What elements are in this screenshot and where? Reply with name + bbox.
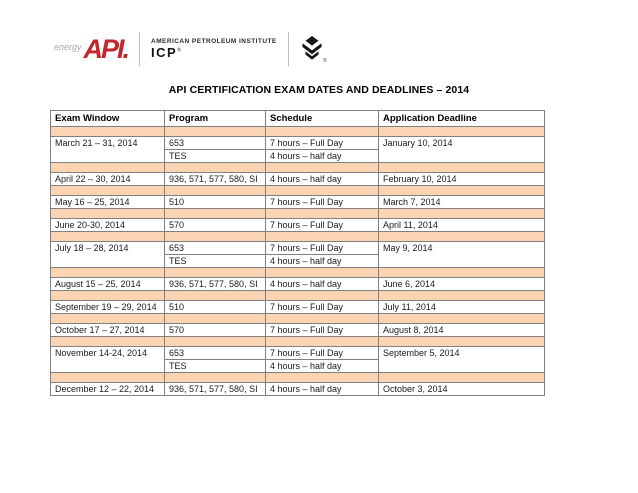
spacer-cell xyxy=(266,127,379,137)
spacer-cell xyxy=(266,209,379,219)
application-deadline-cell: April 11, 2014 xyxy=(379,219,545,232)
exam-row xyxy=(51,324,545,337)
spacer-row xyxy=(51,232,545,242)
spacer-cell xyxy=(51,232,165,242)
application-deadline-cell: June 6, 2014 xyxy=(379,278,545,291)
exam-row xyxy=(51,242,545,255)
spacer-cell xyxy=(165,209,266,219)
api-icp-logo xyxy=(54,28,327,70)
schedule-cell: 4 hours – half day xyxy=(266,383,379,396)
icp-diamond-icon xyxy=(300,36,327,64)
program-cell: 653 xyxy=(165,137,266,150)
spacer-cell xyxy=(266,268,379,278)
spacer-cell xyxy=(165,163,266,173)
spacer-row xyxy=(51,291,545,301)
institute-name-label: AMERICAN PETROLEUM INSTITUTE xyxy=(151,37,277,45)
exam-row xyxy=(51,137,545,150)
spacer-cell xyxy=(51,186,165,196)
program-cell: 570 xyxy=(165,219,266,232)
exam-row xyxy=(51,301,545,314)
exam-row xyxy=(51,196,545,209)
spacer-cell xyxy=(51,291,165,301)
icp-label: ICP® xyxy=(151,44,181,60)
program-cell: 510 xyxy=(165,196,266,209)
schedule-cell: 7 hours – Full Day xyxy=(266,301,379,314)
spacer-cell xyxy=(165,337,266,347)
table-header-row xyxy=(51,111,545,127)
spacer-cell xyxy=(51,373,165,383)
header-application-deadline: Application Deadline xyxy=(379,111,545,127)
registered-mark: ® xyxy=(177,47,181,54)
exam-window-cell: December 12 – 22, 2014 xyxy=(51,383,165,396)
schedule-cell: 4 hours – half day xyxy=(266,150,379,163)
program-cell: 570 xyxy=(165,324,266,337)
exam-window-cell: June 20-30, 2014 xyxy=(51,219,165,232)
spacer-cell xyxy=(379,232,545,242)
spacer-cell xyxy=(266,314,379,324)
program-cell: TES xyxy=(165,150,266,163)
exam-window-cell: October 17 – 27, 2014 xyxy=(51,324,165,337)
schedule-cell: 4 hours – half day xyxy=(266,255,379,268)
api-logo-wordmark: API. xyxy=(83,33,129,64)
spacer-cell xyxy=(266,373,379,383)
spacer-cell xyxy=(379,209,545,219)
exam-window-cell: August 15 – 25, 2014 xyxy=(51,278,165,291)
exam-row xyxy=(51,219,545,232)
spacer-row xyxy=(51,127,545,137)
schedule-cell: 4 hours – half day xyxy=(266,173,379,186)
application-deadline-cell: March 7, 2014 xyxy=(379,196,545,209)
program-cell: 936, 571, 577, 580, SI xyxy=(165,173,266,186)
spacer-cell xyxy=(379,163,545,173)
exam-row xyxy=(51,347,545,360)
spacer-cell xyxy=(51,268,165,278)
spacer-cell xyxy=(165,232,266,242)
logo-divider xyxy=(139,32,140,66)
schedule-cell: 7 hours – Full Day xyxy=(266,242,379,255)
application-deadline-cell: February 10, 2014 xyxy=(379,173,545,186)
header-program: Program xyxy=(165,111,266,127)
spacer-cell xyxy=(165,186,266,196)
exam-table-body xyxy=(51,111,545,396)
schedule-cell: 7 hours – Full Day xyxy=(266,324,379,337)
spacer-row xyxy=(51,268,545,278)
spacer-cell xyxy=(379,268,545,278)
registered-mark: ® xyxy=(323,57,327,64)
exam-window-cell: May 16 – 25, 2014 xyxy=(51,196,165,209)
energy-wordmark: energy xyxy=(54,42,82,52)
spacer-row xyxy=(51,314,545,324)
spacer-row xyxy=(51,209,545,219)
spacer-cell xyxy=(51,209,165,219)
spacer-cell xyxy=(165,314,266,324)
spacer-cell xyxy=(379,186,545,196)
application-deadline-cell: August 8, 2014 xyxy=(379,324,545,337)
spacer-cell xyxy=(165,127,266,137)
spacer-cell xyxy=(379,373,545,383)
exam-window-cell: November 14-24, 2014 xyxy=(51,347,165,373)
header-schedule: Schedule xyxy=(266,111,379,127)
schedule-cell: 4 hours – half day xyxy=(266,278,379,291)
spacer-row xyxy=(51,163,545,173)
program-cell: 653 xyxy=(165,242,266,255)
logo-divider xyxy=(288,32,289,66)
application-deadline-cell: September 5, 2014 xyxy=(379,347,545,373)
spacer-cell xyxy=(266,337,379,347)
program-cell: TES xyxy=(165,360,266,373)
exam-row xyxy=(51,278,545,291)
spacer-cell xyxy=(266,232,379,242)
spacer-cell xyxy=(51,163,165,173)
spacer-cell xyxy=(379,127,545,137)
spacer-cell xyxy=(266,291,379,301)
spacer-row xyxy=(51,373,545,383)
application-deadline-cell: October 3, 2014 xyxy=(379,383,545,396)
program-cell: 936, 571, 577, 580, SI xyxy=(165,278,266,291)
schedule-cell: 7 hours – Full Day xyxy=(266,347,379,360)
spacer-cell xyxy=(165,268,266,278)
schedule-cell: 7 hours – Full Day xyxy=(266,137,379,150)
spacer-cell xyxy=(51,127,165,137)
program-cell: TES xyxy=(165,255,266,268)
spacer-cell xyxy=(51,314,165,324)
institute-block xyxy=(151,38,277,61)
schedule-cell: 7 hours – Full Day xyxy=(266,219,379,232)
program-cell: 510 xyxy=(165,301,266,314)
exam-window-cell: September 19 – 29, 2014 xyxy=(51,301,165,314)
spacer-cell xyxy=(379,291,545,301)
exam-window-cell: March 21 – 31, 2014 xyxy=(51,137,165,163)
application-deadline-cell: January 10, 2014 xyxy=(379,137,545,163)
spacer-row xyxy=(51,186,545,196)
header-exam-window: Exam Window xyxy=(51,111,165,127)
schedule-cell: 7 hours – Full Day xyxy=(266,196,379,209)
exam-window-cell: April 22 – 30, 2014 xyxy=(51,173,165,186)
exam-row xyxy=(51,383,545,396)
spacer-row xyxy=(51,337,545,347)
application-deadline-cell: May 9, 2014 xyxy=(379,242,545,268)
application-deadline-cell: July 11, 2014 xyxy=(379,301,545,314)
exam-dates-table xyxy=(50,110,545,396)
spacer-cell xyxy=(266,163,379,173)
program-cell: 936, 571, 577, 580, SI xyxy=(165,383,266,396)
exam-window-cell: July 18 – 28, 2014 xyxy=(51,242,165,268)
schedule-cell: 4 hours – half day xyxy=(266,360,379,373)
spacer-cell xyxy=(165,291,266,301)
exam-row xyxy=(51,173,545,186)
program-cell: 653 xyxy=(165,347,266,360)
spacer-cell xyxy=(379,337,545,347)
spacer-cell xyxy=(379,314,545,324)
spacer-cell xyxy=(51,337,165,347)
spacer-cell xyxy=(165,373,266,383)
page-title: API CERTIFICATION EXAM DATES AND DEADLINES – 2014 xyxy=(168,84,470,96)
spacer-cell xyxy=(266,186,379,196)
